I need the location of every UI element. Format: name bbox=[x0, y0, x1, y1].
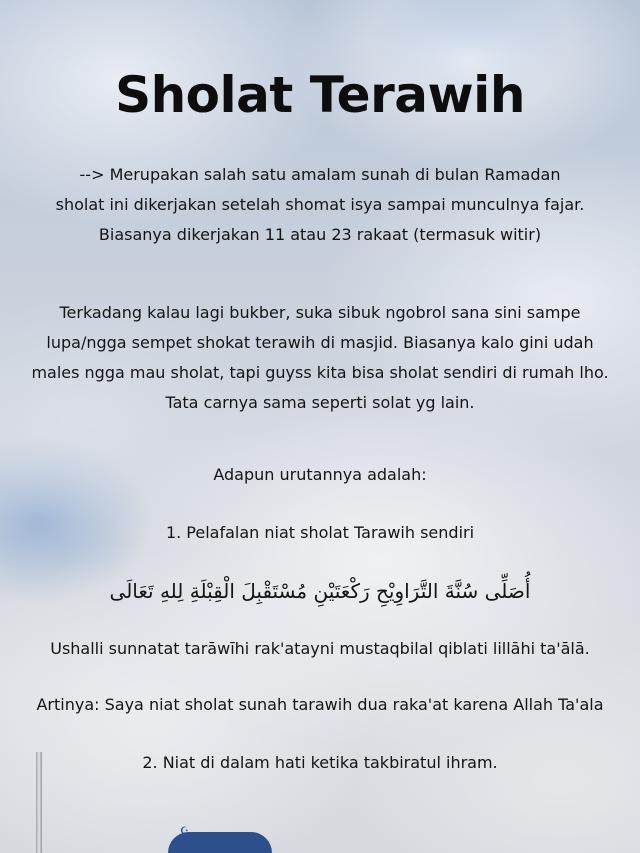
crescent-star-icon: ☪ bbox=[180, 826, 189, 837]
story-line: Tata carnya sama seperti solat yg lain. bbox=[165, 393, 475, 412]
page-title: Sholat Terawih bbox=[115, 66, 525, 124]
step-1: 1. Pelafalan niat sholat Tarawih sendiri bbox=[165, 523, 475, 542]
meaning: Artinya: Saya niat sholat sunah tarawih dua raka'at karena Allah Ta'ala bbox=[36, 695, 604, 714]
intro-line: Biasanya dikerjakan 11 atau 23 rakaat (termasuk witir) bbox=[98, 225, 542, 244]
story-line: lupa/ngga sempet shokat terawih di masjid. Biasanya kalo gini udah bbox=[46, 333, 594, 352]
step-2: 2. Niat di dalam hati ketika takbiratul ihram. bbox=[142, 753, 498, 772]
story-paragraph bbox=[0, 298, 640, 418]
order-heading: Adapun urutannya adalah: bbox=[213, 465, 427, 484]
intro-line: --> Merupakan salah satu amalam sunah di bulan Ramadan bbox=[79, 165, 561, 184]
story-line: males ngga mau sholat, tapi guyss kita bisa sholat sendiri di rumah lho. bbox=[31, 363, 609, 382]
transliteration: Ushalli sunnatat tarāwīhi rak'atayni mustaqbilal qiblati lillāhi ta'ālā. bbox=[50, 639, 590, 658]
arabic-niat: أُصَلِّى سُنَّةَ التَّرَاوِيْحِ رَكْعَتَيْنِ مُسْتَقْبِلَ الْقِبْلَةِ لِلهِ تَعَالَى bbox=[109, 579, 531, 603]
story-line: Terkadang kalau lagi bukber, suka sibuk ngobrol sana sini sampe bbox=[59, 303, 581, 322]
intro-paragraph bbox=[0, 160, 640, 250]
intro-line: sholat ini dikerjakan setelah shomat isya sampai munculnya fajar. bbox=[55, 195, 585, 214]
